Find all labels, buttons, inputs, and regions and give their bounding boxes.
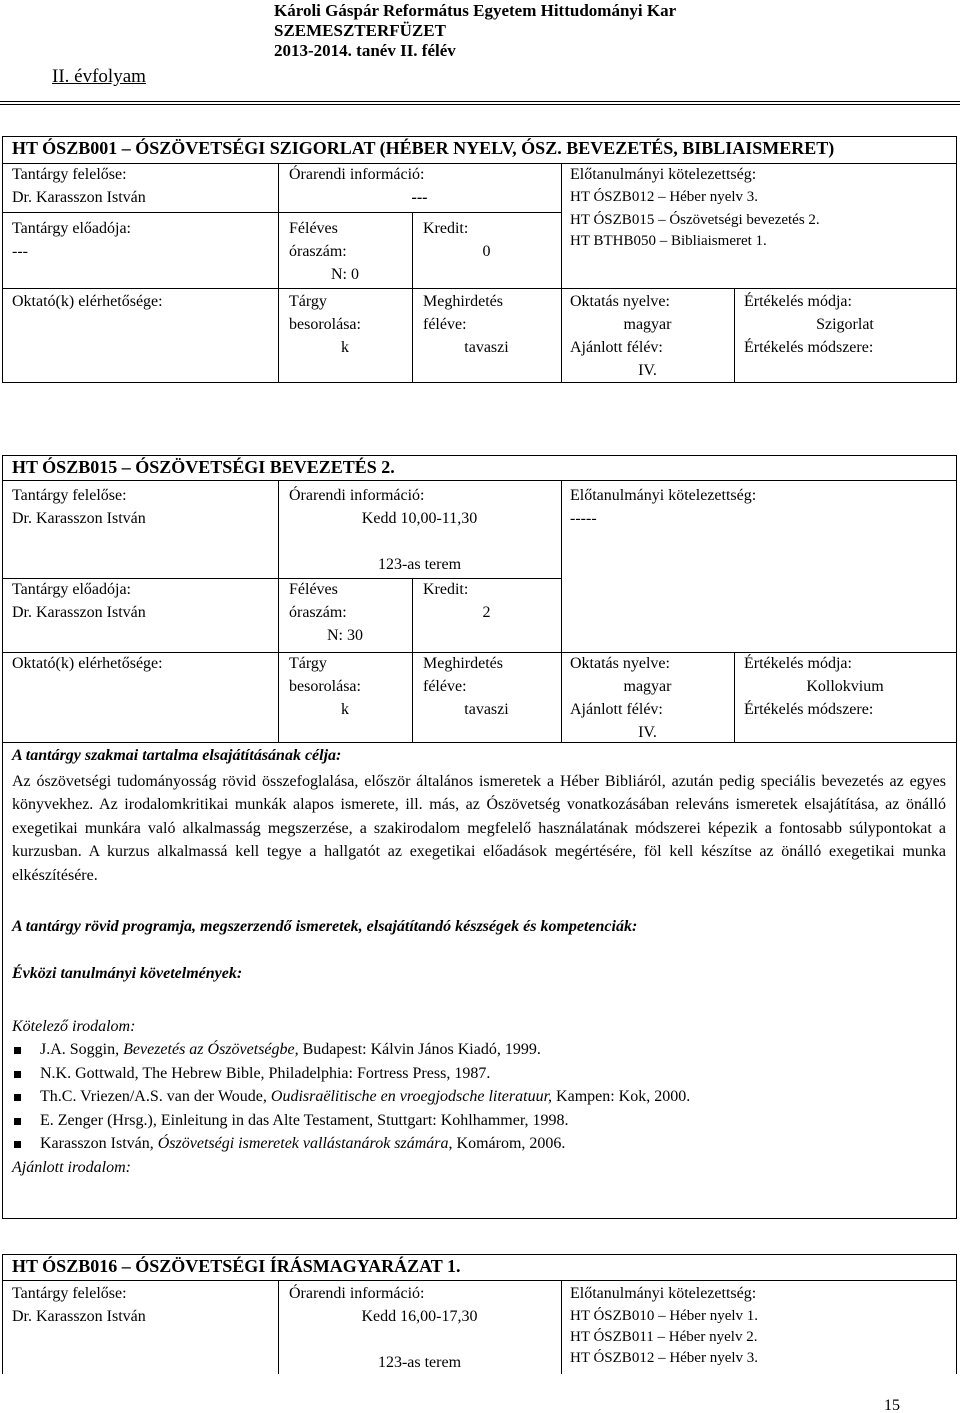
course2-offer-label-1: Meghirdetés	[423, 655, 503, 672]
bullet-icon	[14, 1118, 21, 1125]
course2-method-label: Értékelés módszere:	[744, 701, 874, 718]
course2-rec-label: Ajánlott félév:	[570, 701, 663, 718]
bullet-icon	[14, 1047, 21, 1054]
course2-hours-label-1: Féléves	[289, 581, 338, 598]
course1-prereq-3: HT BTHB050 – Bibliaismeret 1.	[570, 233, 767, 249]
course3-schedule-1: Kedd 16,00-17,30	[361, 1308, 478, 1325]
course2-aim-text: Az ószövetségi tudományosság rövid összefoglalása, először általános ismeretek a Héber Bibliáról, azután pedig speciális bevezetés az egyes könyvekhez. Az irodalomkritikai munkák alapos ismerete, ill. más, az Ószövetség vonatkozásában releváns ismeretek elsajátítása, az önálló exegetikai munkára való alkalmasság megszerzése, a szakirodalom megfelelő használatának módszerei képezik a fontosabb súlypontokat a kurzusban. A kurzus alkalmassá kell tegye a hallgatót az exegetikai előadások megértésére, föl kell készítse az önálló exegetikai munka elkészítésére.	[12, 773, 946, 884]
course1-credit: 0	[482, 243, 491, 260]
course1-hours-label-2: óraszám:	[289, 243, 347, 260]
course2-offer: tavaszi	[464, 701, 509, 718]
literature-item: Th.C. Vriezen/A.S. van der Woude, Oudisraëlitische en vroegjodsche literatuur, Kampen: Kok, 2000.	[40, 1088, 691, 1105]
course2-requirements-label: Évközi tanulmányi követelmények:	[12, 965, 243, 982]
course1-offer-label-1: Meghirdetés	[423, 293, 503, 310]
course1-class-label-1: Tárgy	[289, 293, 327, 310]
course1-hours-label-1: Féléves	[289, 220, 338, 237]
course2-credit: 2	[482, 604, 491, 621]
course2-offer-label-2: féléve:	[423, 678, 467, 695]
course1-responsible-label: Tantárgy felelőse:	[12, 166, 127, 183]
course1-prereq-1: HT ÓSZB012 – Héber nyelv 3.	[570, 189, 759, 205]
header-rule-2	[0, 104, 960, 105]
course2-title: HT ÓSZB015 – ÓSZÖVETSÉGI BEVEZETÉS 2.	[12, 457, 395, 477]
course2-class: k	[341, 701, 349, 718]
course2-schedule-label: Órarendi információ:	[289, 487, 425, 504]
course1-prereq-2: HT ÓSZB015 – Ószövetségi bevezetés 2.	[570, 212, 820, 228]
course2-literature-label: Kötelező irodalom:	[12, 1018, 136, 1035]
bullet-icon	[14, 1094, 21, 1101]
course2-lecturer: Dr. Karasszon István	[12, 604, 146, 621]
course2-lang: magyar	[623, 678, 672, 695]
term-label: 2013-2014. tanév II. félév	[274, 41, 456, 60]
course1-lang: magyar	[623, 316, 672, 333]
course2-recommended-literature-label: Ajánlott irodalom:	[12, 1159, 131, 1176]
course3-prereq-label: Előtanulmányi kötelezettség:	[570, 1285, 757, 1302]
literature-item: N.K. Gottwald, The Hebrew Bible, Philadelphia: Fortress Press, 1987.	[40, 1065, 491, 1082]
course2-class-label-1: Tárgy	[289, 655, 327, 672]
page-number: 15	[884, 1397, 900, 1413]
header-rule	[0, 101, 960, 102]
course2-eval: Kollokvium	[806, 678, 884, 695]
course2-aim-label: A tantárgy szakmai tartalma elsajátításának célja:	[12, 747, 342, 764]
course3-title: HT ÓSZB016 – ÓSZÖVETSÉGI ÍRÁSMAGYARÁZAT 1.	[12, 1256, 461, 1276]
course2-credit-label: Kredit:	[423, 581, 469, 598]
course2-prereq-label: Előtanulmányi kötelezettség:	[570, 487, 757, 504]
course2-lang-label: Oktatás nyelve:	[570, 655, 670, 672]
course1-class: k	[341, 339, 349, 356]
course3-prereq-2: HT ÓSZB011 – Héber nyelv 2.	[570, 1329, 758, 1345]
course1-lecturer: ---	[12, 243, 28, 260]
course3-responsible: Dr. Karasszon István	[12, 1308, 146, 1325]
course2-responsible: Dr. Karasszon István	[12, 510, 146, 527]
document-title: SZEMESZTERFÜZET	[274, 21, 446, 40]
course2-rec: IV.	[638, 724, 657, 741]
course1-lang-label: Oktatás nyelve:	[570, 293, 670, 310]
course1-class-label-2: besorolása:	[289, 316, 361, 333]
course2-hours-label-2: óraszám:	[289, 604, 347, 621]
course3-schedule-2: 123-as terem	[377, 1354, 462, 1371]
course2-program-label: A tantárgy rövid programja, megszerzendő ismeretek, elsajátítandó készségek és kompetenciák:	[12, 918, 638, 935]
course1-hours: N: 0	[331, 266, 359, 283]
course2-schedule-2: 123-as terem	[377, 556, 462, 573]
course1-schedule-label: Órarendi információ:	[289, 166, 425, 183]
course1-eval: Szigorlat	[816, 316, 874, 333]
literature-item: E. Zenger (Hrsg.), Einleitung in das Alte Testament, Stuttgart: Kohlhammer, 1998.	[40, 1112, 569, 1129]
course2-responsible-label: Tantárgy felelőse:	[12, 487, 127, 504]
course2-class-label-2: besorolása:	[289, 678, 361, 695]
course1-method-label: Értékelés módszere:	[744, 339, 874, 356]
course3-prereq-1: HT ÓSZB010 – Héber nyelv 1.	[570, 1308, 759, 1324]
bullet-icon	[14, 1141, 21, 1148]
institution-name: Károli Gáspár Református Egyetem Hittudományi Kar	[274, 1, 677, 20]
course2-schedule-1: Kedd 10,00-11,30	[361, 510, 478, 527]
course1-prereq-label: Előtanulmányi kötelezettség:	[570, 166, 757, 183]
course1-responsible: Dr. Karasszon István	[12, 189, 146, 206]
course3-schedule-label: Órarendi információ:	[289, 1285, 425, 1302]
course2-hours: N: 30	[327, 627, 363, 644]
course2-prereq: -----	[570, 510, 597, 527]
course1-credit-label: Kredit:	[423, 220, 469, 237]
course2-lecturer-label: Tantárgy előadója:	[12, 581, 131, 598]
course1-offer: tavaszi	[464, 339, 509, 356]
course3-prereq-3: HT ÓSZB012 – Héber nyelv 3.	[570, 1350, 759, 1366]
course3-responsible-label: Tantárgy felelőse:	[12, 1285, 127, 1302]
course2-eval-label: Értékelés módja:	[744, 655, 852, 672]
course1-title: HT ÓSZB001 – ÓSZÖVETSÉGI SZIGORLAT (HÉBER NYELV, ÓSZ. BEVEZETÉS, BIBLIAISMERET)	[12, 138, 835, 158]
course1-contact-label: Oktató(k) elérhetősége:	[12, 293, 163, 310]
literature-item: J.A. Soggin, Bevezetés az Ószövetségbe, Budapest: Kálvin János Kiadó, 1999.	[40, 1041, 541, 1058]
literature-item: Karasszon István, Ószövetségi ismeretek vallástanárok számára, Komárom, 2006.	[40, 1135, 566, 1152]
course1-rec-label: Ajánlott félév:	[570, 339, 663, 356]
course1-eval-label: Értékelés módja:	[744, 293, 852, 310]
bullet-icon	[14, 1071, 21, 1078]
course2-contact-label: Oktató(k) elérhetősége:	[12, 655, 163, 672]
course1-rec: IV.	[638, 362, 657, 379]
course1-offer-label-2: féléve:	[423, 316, 467, 333]
course1-schedule: ---	[411, 189, 428, 206]
course1-lecturer-label: Tantárgy előadója:	[12, 220, 131, 237]
year-label: II. évfolyam	[52, 66, 146, 87]
